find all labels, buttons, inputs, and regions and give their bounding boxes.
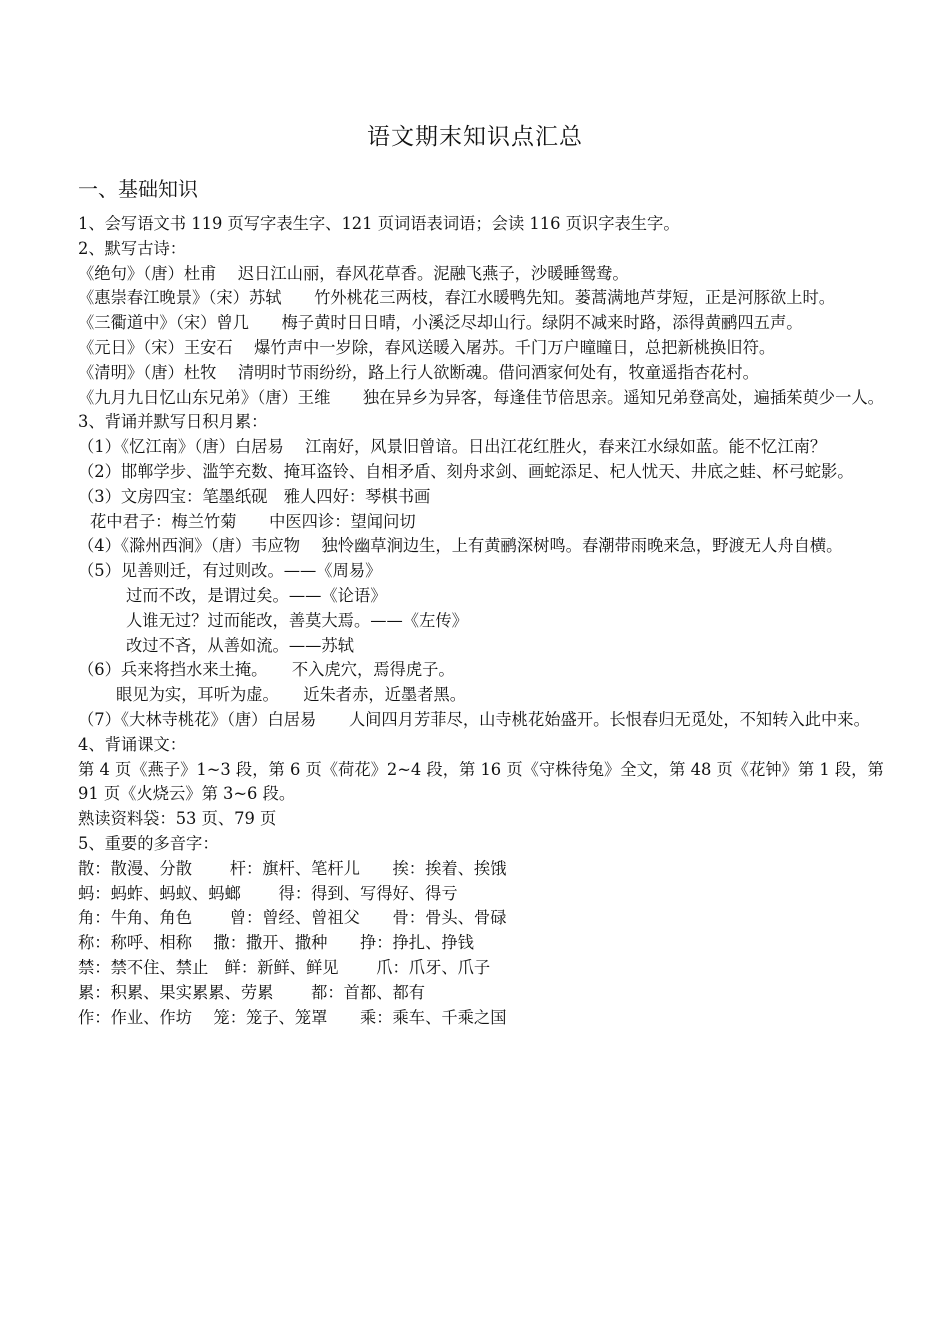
text-line: 第 4 页《燕子》1~3 段，第 6 页《荷花》2~4 段，第 16 页《守株待兔》全文，第 48 页《花钟》第 1 段，第 91 页《火烧云》第 3~6 段。	[78, 759, 884, 804]
text-line: 眼见为实，耳听为虚。 近朱者赤，近墨者黑。	[116, 685, 467, 705]
text-line: 称：称呼、相称 撒：撒开、撒种 挣：挣扎、挣钱	[78, 933, 474, 953]
text-line: 花中君子：梅兰竹菊 中医四诊：望闻问切	[90, 511, 416, 531]
text-line: 过而不改，是谓过矣。——《论语》	[126, 585, 387, 605]
text-line: 4、背诵课文：	[78, 734, 187, 754]
text-line: 角：牛角、角色 曾：曾经、曾祖父 骨：骨头、骨碌	[78, 908, 507, 928]
text-line: （1）《忆江南》（唐）白居易 江南好，风景旧曾谙。日出江花红胜火，春来江水绿如蓝。能不忆江南？	[78, 437, 827, 457]
text-line: 禁：禁不住、禁止 鲜：新鲜、鲜见 爪：爪牙、爪子	[78, 957, 491, 977]
text-line: （5）见善则迁，有过则改。——《周易》	[78, 561, 382, 581]
poem-line: 《清明》（唐）杜牧 清明时节雨纷纷，路上行人欲断魂。借问酒家何处有，牧童遥指杏花村。	[78, 362, 759, 382]
text-line: 改过不吝，从善如流。——苏轼	[126, 635, 354, 655]
poem-line: 《惠崇春江晚景》（宋）苏轼 竹外桃花三两枝，春江水暖鸭先知。蒌蒿满地芦芽短，正是河豚欲上时。	[78, 288, 836, 308]
section-heading: 一、基础知识	[78, 177, 198, 201]
text-line: （6）兵来将挡水来土掩。 不入虎穴，焉得虎子。	[78, 660, 455, 680]
text-line: 2、默写古诗：	[78, 238, 187, 258]
text-line: 1、会写语文书 119 页写字表生字、121 页词语表词语；会读 116 页识字表生字。	[78, 214, 680, 233]
text-line: 散：散漫、分散 杆：旗杆、笔杆儿 挨：挨着、挨饿	[78, 858, 507, 878]
text-line: （4）《滁州西涧》（唐）韦应物 独怜幽草涧边生，上有黄鹂深树鸣。春潮带雨晚来急，野渡无人舟自横。	[78, 536, 843, 556]
text-line: （2）邯郸学步、滥竽充数、掩耳盗铃、自相矛盾、刻舟求剑、画蛇添足、杞人忧天、井底之蛙、杯弓蛇影。	[78, 461, 854, 481]
page-title: 语文期末知识点汇总	[367, 124, 583, 150]
text-line: （3）文房四宝：笔墨纸砚 雅人四好：琴棋书画	[78, 486, 431, 506]
poem-line: 《三衢道中》（宋）曾几 梅子黄时日日晴，小溪泛尽却山行。绿阴不减来时路，添得黄鹂四五声。	[78, 313, 803, 333]
text-line: 3、背诵并默写日积月累：	[78, 412, 268, 432]
text-line: 人谁无过？过而能改，善莫大焉。——《左传》	[126, 610, 468, 630]
text-line: 熟读资料袋：53 页、79 页	[78, 809, 277, 829]
text-line: （7）《大林寺桃花》（唐）白居易 人间四月芳菲尽，山寺桃花始盛开。长恨春归无觅处，不知转入此中来。	[78, 709, 870, 729]
poem-line: 《元日》（宋）王安石 爆竹声中一岁除，春风送暖入屠苏。千门万户曈曈日，总把新桃换旧符。	[78, 337, 776, 357]
text-line: 5、重要的多音字：	[78, 833, 219, 853]
document-body	[78, 212, 884, 1030]
text-line: 作：作业、作坊 笼：笼子、笼罩 乘：乘车、千乘之国	[78, 1007, 507, 1027]
text-line: 累：积累、果实累累、劳累 都：首都、都有	[78, 982, 426, 1002]
poem-line: 《九月九日忆山东兄弟》（唐）王维 独在异乡为异客，每逢佳节倍思亲。遥知兄弟登高处，遍插茱萸少一人。	[78, 387, 884, 407]
poem-line: 《绝句》（唐）杜甫 迟日江山丽，春风花草香。泥融飞燕子，沙暖睡鸳鸯。	[78, 263, 629, 283]
text-line: 蚂：蚂蚱、蚂蚁、蚂螂 得：得到、写得好、得亏	[78, 883, 458, 903]
